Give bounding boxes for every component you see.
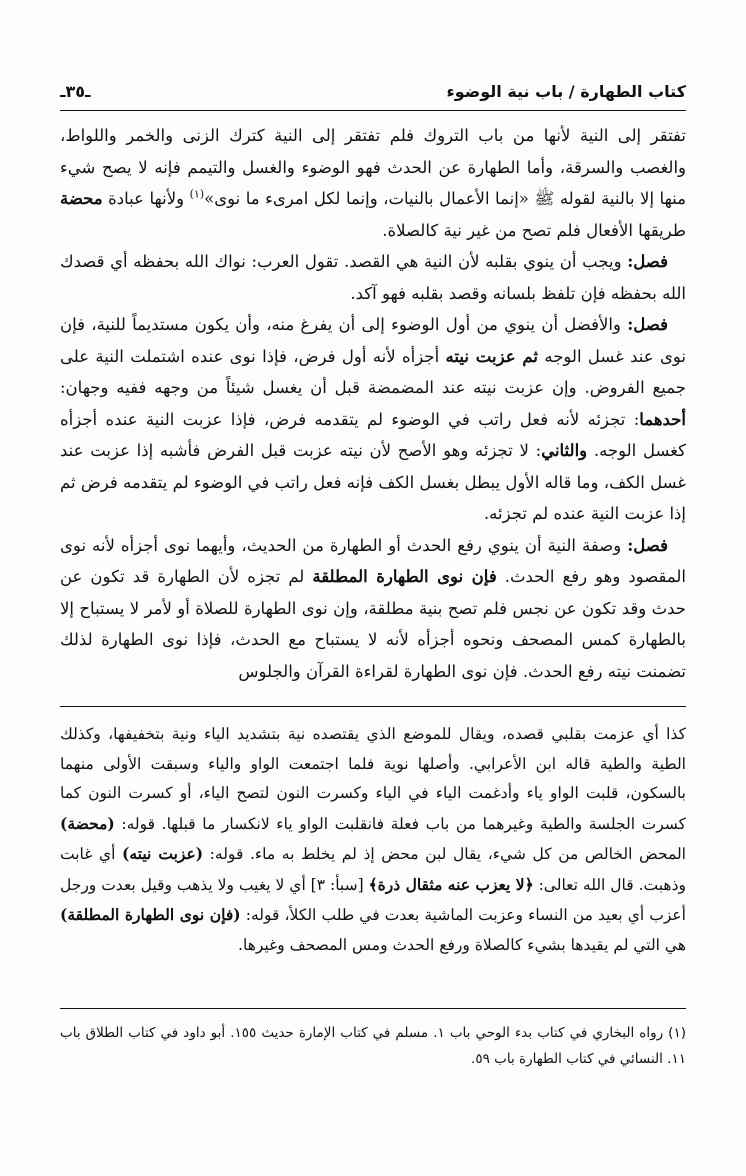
- paragraph: [60, 720, 686, 960]
- main-text: [60, 120, 686, 687]
- section-label: فصل:: [627, 315, 668, 334]
- page-header: [60, 78, 686, 108]
- paragraph: [60, 530, 686, 688]
- keyword: (محضة): [60, 813, 115, 833]
- text-run: أي غابت وذهبت. قال الله تعالى:: [60, 845, 686, 894]
- footnote: [60, 1020, 686, 1072]
- section-label: فصل:: [627, 252, 668, 271]
- keyword: ثم عزبت نيته: [445, 346, 538, 366]
- paragraph: [60, 246, 686, 309]
- keyword: (عزبت نيته): [122, 844, 204, 863]
- commentary-text: [60, 720, 686, 960]
- text-run: أجزأه لأنه أول فرض، فإذا نوى عنده اشتملت النية على جميع الفروض. وإن عزبت نيته عند المضمضة قبل أن يغسل شيئاً من وجهه ففيه وجهان:: [60, 346, 686, 397]
- text-run: ويجب أن ينوي بقلبه لأن النية هي القصد. تقول العرب: نواك الله بحفظه أي قصدك الله بحفظه فإن تلفظ بلسانه وقصد بقلبه فهو آكد.: [60, 252, 686, 303]
- text-run: هي التي لم يقيدها بشيء كالصلاة ورفع الحدث ومس المصحف وغيرها.: [238, 935, 686, 954]
- text-run: : تجزئه لأنه فعل راتب في الوضوء لم يتقدمه فرض، فإذا عزبت النية عنده أجزأه كغسل الوجه.: [60, 409, 687, 460]
- text-run: لم تجزه لأن الطهارة قد تكون عن حدث وقد تكون عن نجس فلم تصح بنية مطلقة، وإن نوى الطهارة للصلاة أو لأمر لا يستباح إلا بالطهارة كمس المصحف ونحوه أجزأه لأنه لا يستباح مع الحدث، فإذا نوى الطهارة لذلك تضمنت نيته رفع الحدث. فإن نوى الطهارة لقراءة القرآن والجلوس: [60, 567, 686, 681]
- footnote-text: (١) رواه البخاري في كتاب بدء الوحي باب ١. مسلم في كتاب الإمارة حديث ١٥٥. أبو داود في كتاب الطلاق باب ١١. النسائي في كتاب الطهارة باب ٥٩.: [60, 1025, 686, 1067]
- page-number: ـ٣٥ـ: [60, 82, 91, 101]
- keyword: فإن نوى الطهارة المطلقة: [312, 567, 497, 586]
- running-head: كتاب الطهارة / باب نية الوضوء: [446, 82, 686, 101]
- header-rule: [60, 110, 686, 111]
- text-run: تفتقر إلى النية لأنها من باب التروك فلم تفتقر إلى النية كترك الزنى والخمر واللواط، والغصب والسرقة، وأما الطهارة عن الحدث فهو الوضوء والغسل والتيمم فإنه لا يصح شيء منها إلا بالنية لقوله ﷺ «إنما الأعمال بالنيات، وإنما لكل امرىء ما نوى»: [60, 126, 686, 208]
- keyword: والثاني: [541, 441, 588, 460]
- text-run: كذا أي عزمت بقلبي قصده، ويقال للموضع الذي يقتصده نية بتشديد الياء ونية بتخفيفها، وكذلك الطية والطية قاله ابن الأعرابي. وأصلها نوية فلما اجتمعت الواو والياء وسبقت الأولى منهما بالسكون، قلبت الواو ياء وأدغمت الياء في الياء وكسرت النون لتصح الياء، أو كسرت النون كما كسرت الجلسة والطية وغيرهما من باب فعلة فانقلبت الواو ياء لانكسار ما قبلها. قوله:: [60, 725, 686, 833]
- keyword: محضة: [60, 189, 103, 208]
- paragraph: [60, 120, 686, 246]
- keyword: (فإن نوى الطهارة المطلقة): [60, 905, 241, 924]
- quran-quote: ﴿لا يعزب عنه مثقال ذرة﴾: [368, 874, 534, 894]
- text-run: : لا تجزئه وهو الأصح لأن نيته عزبت قبل الفرض فأشبه إذا عزبت عند غسل الكف، وما قاله الأول يبطل بغسل الكف فإنه فعل راتب في الوضوء لم يتقدمه فرض ثم إذا عزبت النية عنده لم تجزئه.: [60, 441, 686, 523]
- text-run: المحض الخالص من كل شيء، يقال لبن محض إذ لم يخلط به ماء. قوله:: [203, 845, 686, 863]
- keyword: أحدهما: [639, 409, 686, 429]
- text-run: والأفضل أن ينوي من أول الوضوء إلى أن يفرغ منه، وأن يكون مستديماً للنية، فإن نوى عند غسل الوجه: [60, 315, 686, 366]
- footnote-rule: [60, 1008, 686, 1009]
- text-run: طريقها الأفعال فلم تصح من غير نية كالصلاة.: [382, 220, 686, 240]
- paragraph: [60, 309, 686, 530]
- footnote-marker: (١): [189, 187, 205, 201]
- text-run: ولأنها عبادة: [102, 189, 190, 208]
- text-run: وصفة النية أن ينوي رفع الحدث أو الطهارة من الحديث، وأيهما نوى أجزأه لأنه نوى المقصود وهو رفع الحدث.: [60, 535, 687, 586]
- section-label: فصل:: [627, 535, 668, 555]
- text-run: [سبأ: ٣] أي لا يغيب ولا يذهب وقيل بعدت ورجل أعزب أي بعيد من النساء وعزبت الماشية بعدت في طلب الكلأ، قوله:: [60, 875, 686, 924]
- commentary-rule: [60, 706, 686, 707]
